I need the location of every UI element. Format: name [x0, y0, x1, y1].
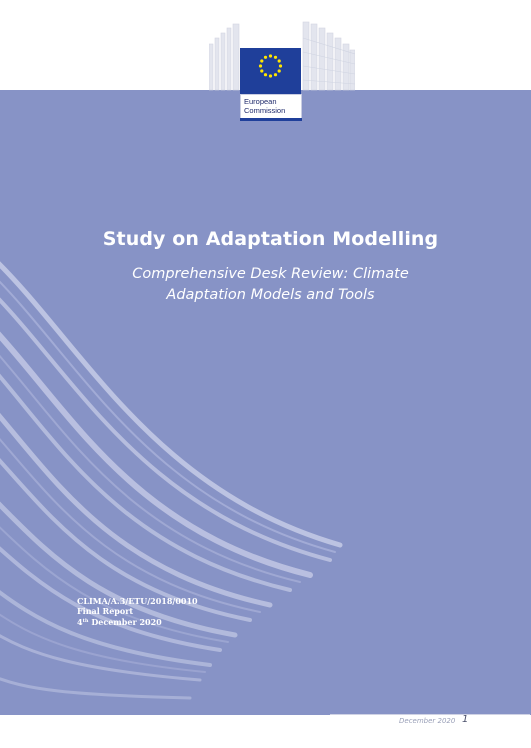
cover-panel [0, 90, 531, 715]
subtitle-line-2: Adaptation Models and Tools [166, 287, 375, 303]
page-number: 1 [462, 714, 469, 725]
logo-underline [240, 118, 302, 121]
report-subtitle [0, 264, 531, 306]
report-reference [77, 596, 198, 627]
logo-label [240, 94, 302, 120]
logo-label-line-2: Commission [244, 106, 286, 115]
report-date-day: 4 [77, 617, 83, 627]
report-title: Study on Adaptation Modelling [102, 228, 439, 250]
logo-label-line-1: European [244, 97, 277, 106]
footer-date: December 2020 [399, 717, 456, 725]
report-date-suffix: th [82, 618, 89, 624]
report-date-rest: December 2020 [88, 617, 162, 627]
subtitle-line-1: Comprehensive Desk Review: Climate [132, 266, 409, 282]
footer-rule [330, 714, 530, 715]
report-date [77, 616, 198, 627]
reference-code: CLIMA/A.3/ETU/2018/0010 [77, 596, 198, 606]
report-type: Final Report [77, 606, 134, 616]
